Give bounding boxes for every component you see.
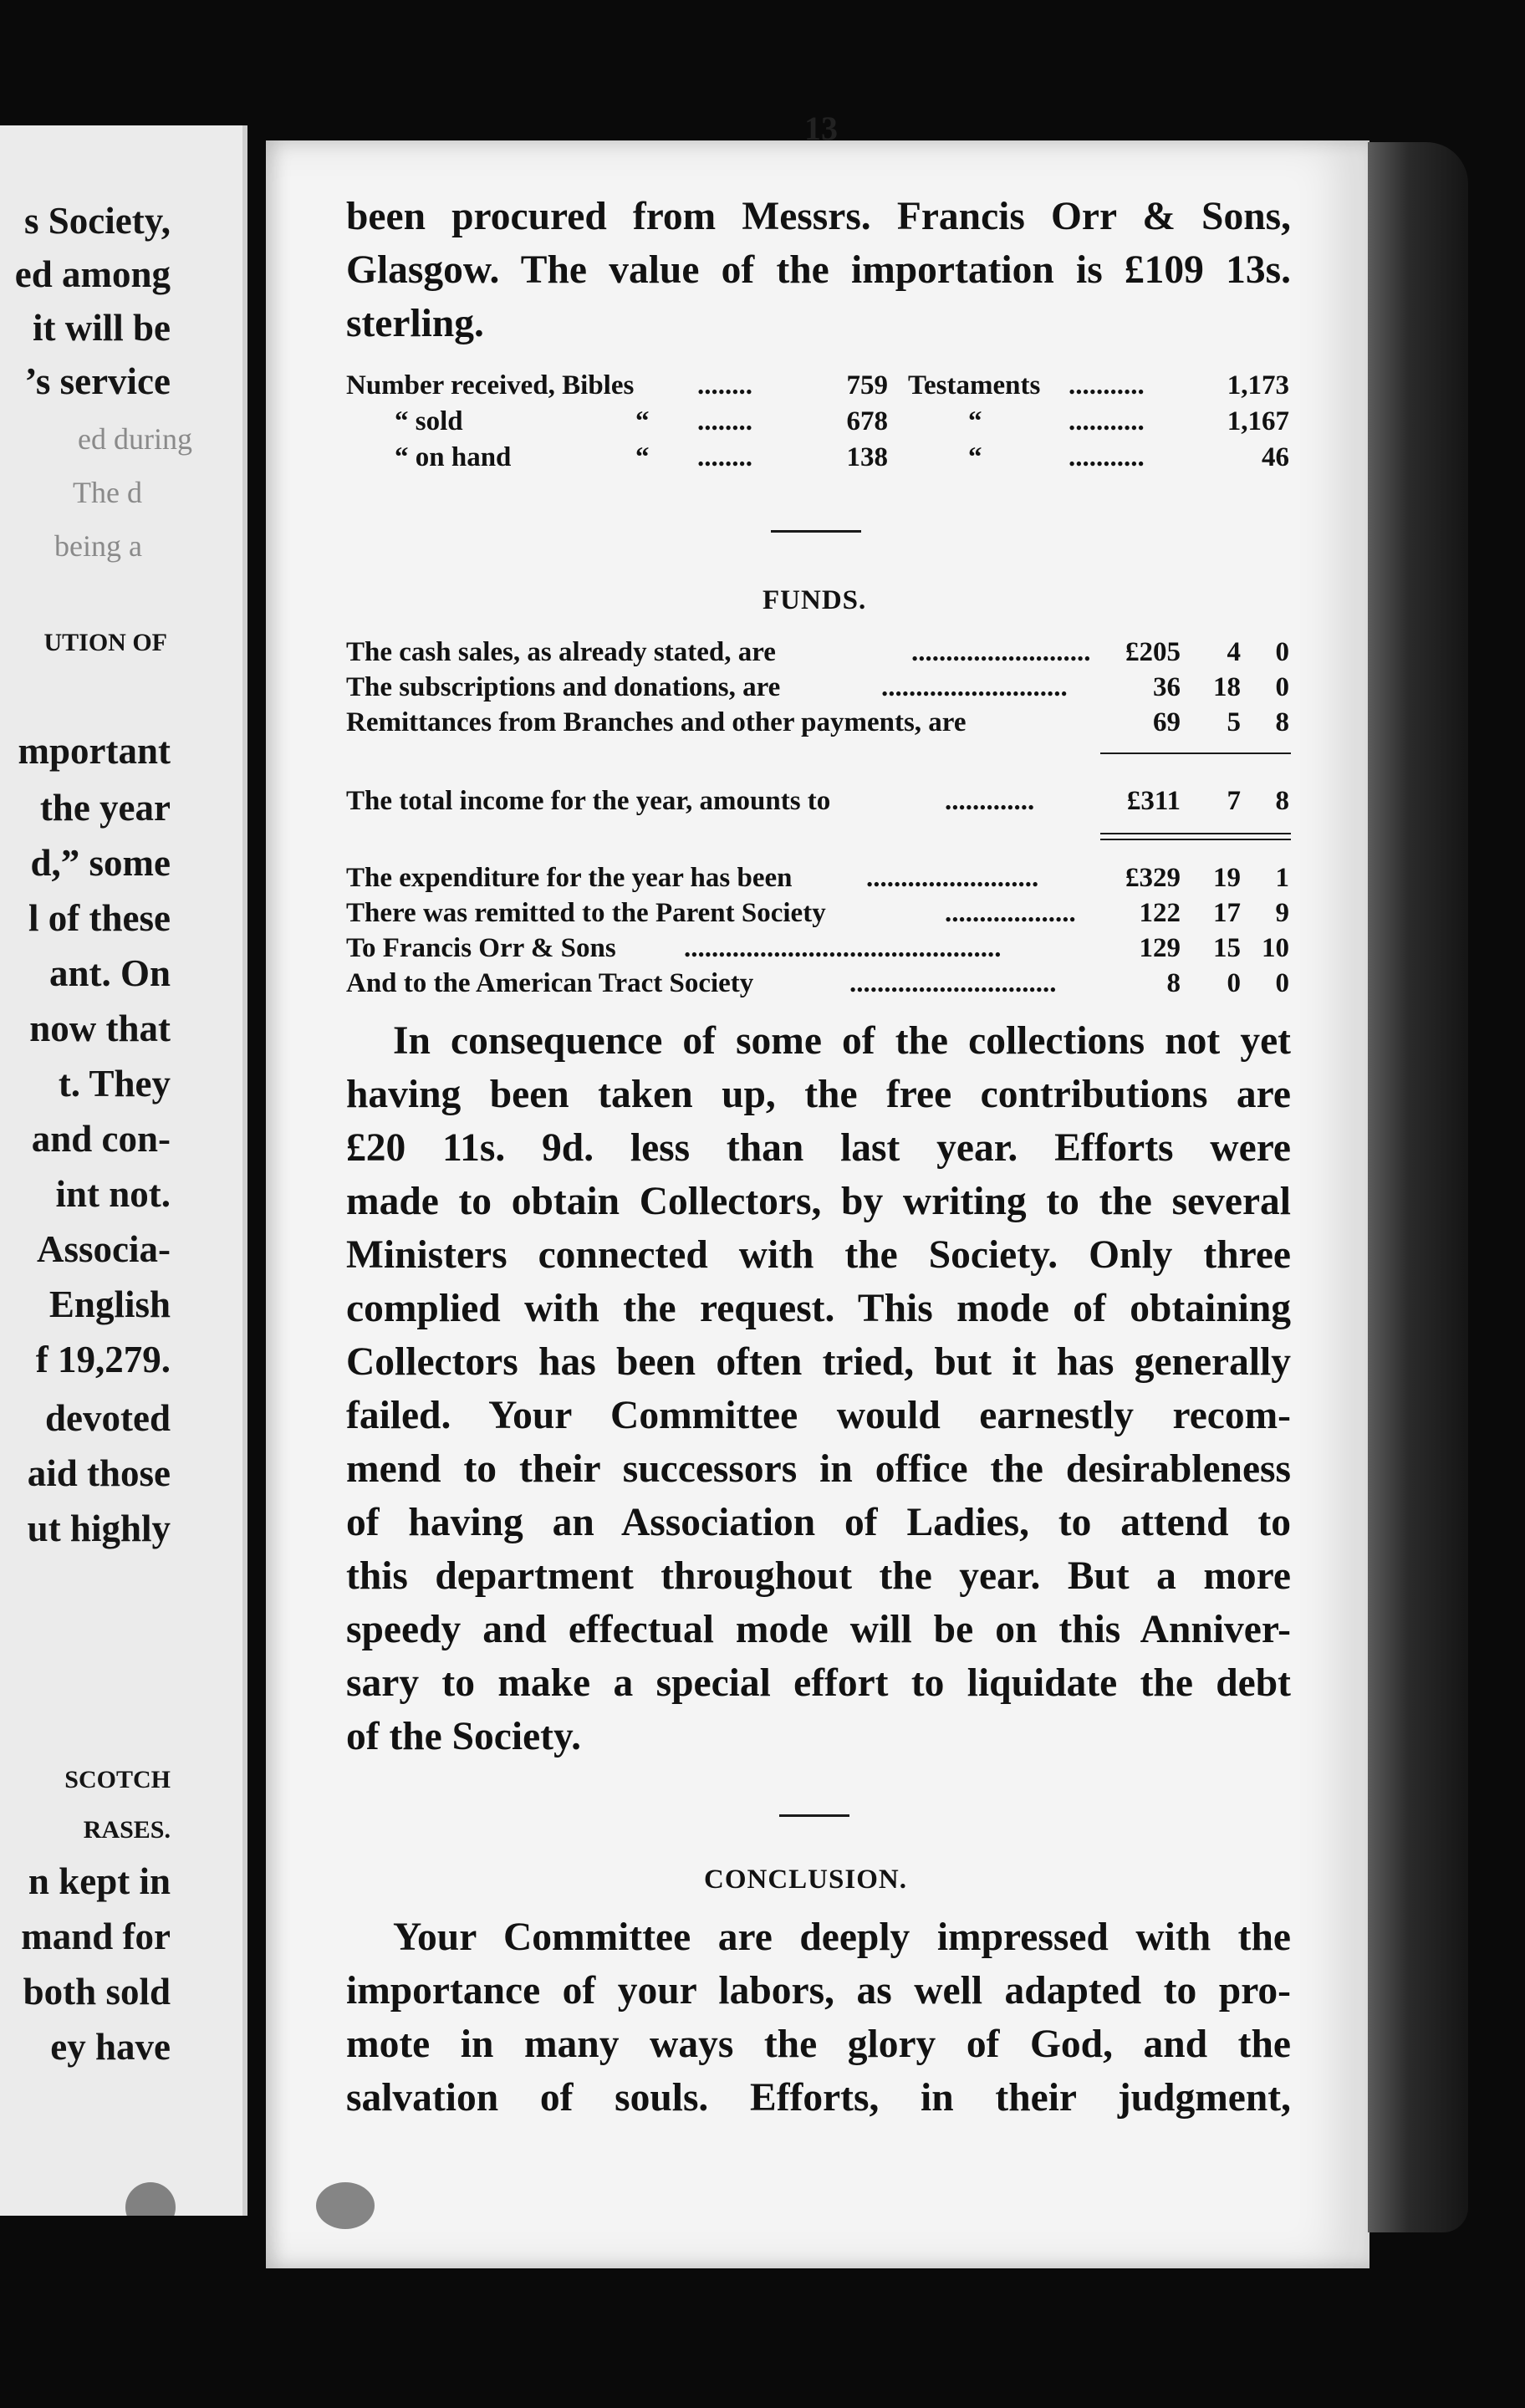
expenditure-row: There was remitted to the Parent Society ................... 122 17 9 bbox=[346, 898, 1289, 928]
left-fragment: it will be bbox=[33, 307, 171, 349]
left-fragment: mportant bbox=[18, 730, 171, 772]
left-fragment: d,” some bbox=[30, 842, 171, 884]
left-fragment: UTION OF bbox=[43, 629, 167, 656]
left-fragment: English bbox=[48, 1283, 171, 1325]
text-line: importance of your labors, as well adapted to pro- bbox=[346, 1969, 1291, 2013]
text-line: Glasgow. The value of the importation is £109 13s. bbox=[346, 248, 1291, 292]
left-fragment: l of these bbox=[28, 897, 171, 939]
left-fragment: The d bbox=[73, 476, 142, 509]
left-fragment: n kept in bbox=[28, 1860, 171, 1902]
funds-total-row: The total income for the year, amounts to ............. £311 7 8 bbox=[346, 786, 1289, 816]
left-fragment: ’s service bbox=[24, 360, 171, 402]
text-line: mote in many ways the glory of God, and the bbox=[346, 2023, 1291, 2066]
section-divider bbox=[779, 1814, 849, 1817]
left-fragment: int not. bbox=[55, 1173, 171, 1215]
page-number: 13 bbox=[804, 110, 838, 147]
left-fragment: Associa- bbox=[37, 1228, 171, 1270]
left-fragment: s Society, bbox=[24, 200, 171, 242]
ink-smudge bbox=[125, 2182, 176, 2216]
text-line: salvation of souls. Efforts, in their judgment, bbox=[346, 2076, 1291, 2120]
left-fragment: ed during bbox=[78, 422, 192, 456]
text-line: speedy and effectual mode will be on this Anniver- bbox=[346, 1608, 1291, 1651]
stock-row: “ sold “ ........ 678 “ ........... 1,167 bbox=[395, 406, 1289, 436]
left-fragment: the year bbox=[39, 787, 171, 829]
text-line: made to obtain Collectors, by writing to the several bbox=[346, 1180, 1291, 1223]
funds-row: The subscriptions and donations, are ........................... 36 18 0 bbox=[346, 672, 1289, 702]
ink-smudge bbox=[316, 2182, 375, 2229]
total-rule bbox=[1100, 833, 1291, 834]
text-line: of having an Association of Ladies, to attend to bbox=[346, 1501, 1291, 1544]
text-line: Collectors has been often tried, but it has generally bbox=[346, 1340, 1291, 1384]
left-fragment: f 19,279. bbox=[35, 1339, 171, 1380]
text-line: complied with the request. This mode of obtaining bbox=[346, 1287, 1291, 1330]
left-fragment: devoted bbox=[45, 1397, 171, 1439]
text-line: mend to their successors in office the desirableness bbox=[346, 1447, 1291, 1491]
left-fragment: ant. On bbox=[48, 952, 171, 994]
funds-row: Remittances from Branches and other payments, are 69 5 8 bbox=[346, 707, 1289, 737]
text-line: having been taken up, the free contributions are bbox=[346, 1073, 1291, 1116]
text-line: Ministers connected with the Society. Only three bbox=[346, 1233, 1291, 1277]
text-line: this department throughout the year. But a more bbox=[346, 1554, 1291, 1598]
left-fragment: ut highly bbox=[27, 1508, 171, 1549]
left-fragment: ed among bbox=[14, 253, 171, 295]
stock-row: Number received, Bibles ........ 759 Testaments ........... 1,173 bbox=[346, 370, 1289, 400]
text-line: been procured from Messrs. Francis Orr & Sons, bbox=[346, 195, 1291, 238]
text-line: £20 11s. 9d. less than last year. Efforts were bbox=[346, 1126, 1291, 1170]
text-line: failed. Your Committee would earnestly recom- bbox=[346, 1394, 1291, 1437]
text-line: In consequence of some of the collections not yet bbox=[393, 1019, 1291, 1063]
stock-row: “ on hand “ ........ 138 “ ........... 46 bbox=[395, 442, 1289, 472]
left-facing-page bbox=[0, 125, 247, 2216]
expenditure-row: To Francis Orr & Sons .............................................. 129 15 10 bbox=[346, 933, 1289, 963]
conclusion-heading: CONCLUSION. bbox=[704, 1865, 907, 1895]
funds-heading: FUNDS. bbox=[762, 585, 867, 615]
section-divider bbox=[771, 530, 861, 533]
left-fragment: t. They bbox=[58, 1063, 171, 1105]
funds-row: The cash sales, as already stated, are .......................... £205 4 0 bbox=[346, 637, 1289, 667]
left-fragment: both sold bbox=[23, 1971, 171, 2013]
sum-rule bbox=[1100, 752, 1291, 754]
text-line: Your Committee are deeply impressed with the bbox=[393, 1916, 1291, 1959]
expenditure-row: The expenditure for the year has been ......................... £329 19 1 bbox=[346, 863, 1289, 893]
left-fragment: now that bbox=[29, 1008, 171, 1049]
left-fragment: SCOTCH bbox=[64, 1766, 171, 1793]
text-line: sterling. bbox=[346, 302, 484, 345]
left-fragment: mand for bbox=[21, 1916, 171, 1957]
expenditure-row: And to the American Tract Society .............................. 8 0 0 bbox=[346, 968, 1289, 998]
left-fragment: being a bbox=[54, 529, 142, 563]
left-fragment: and con- bbox=[31, 1118, 171, 1160]
text-line: of the Society. bbox=[346, 1715, 581, 1758]
text-line: sary to make a special effort to liquidate the debt bbox=[346, 1661, 1291, 1705]
left-fragment: RASES. bbox=[83, 1816, 171, 1844]
total-rule bbox=[1100, 839, 1291, 840]
left-fragment: aid those bbox=[27, 1452, 171, 1494]
left-fragment: ey have bbox=[50, 2026, 171, 2068]
book-edge bbox=[1368, 142, 1468, 2232]
